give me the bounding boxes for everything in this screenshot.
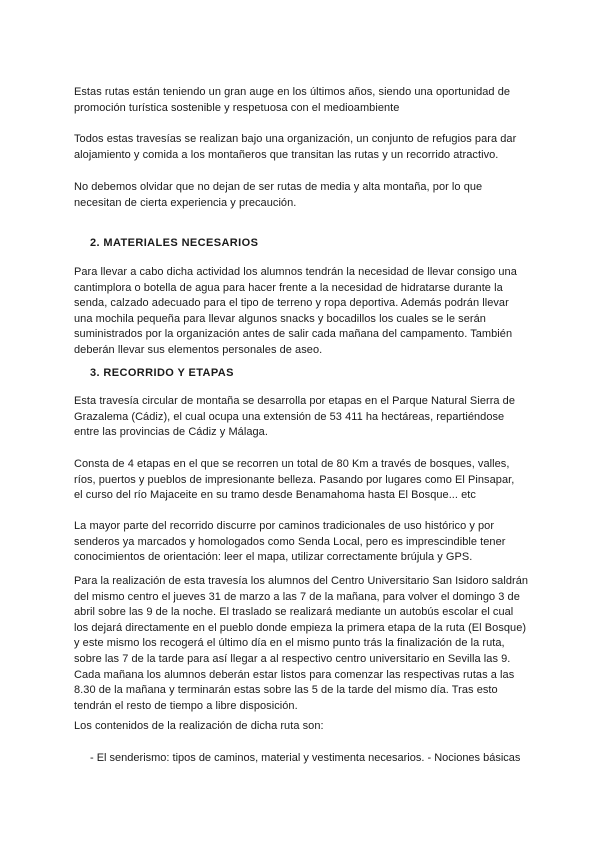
list-item: - El senderismo: tipos de caminos, material y vestimenta necesarios. - Nociones básicas <box>90 752 521 764</box>
paragraph-route-location: Esta travesía circular de montaña se desarrolla por etapas en el Parque Natural Sierra de Grazalema (Cádiz), el cual ocupa una extensión de 53 411 ha hectáreas, repartiéndose entre las provincias de Cádiz y Málaga. <box>74 395 516 439</box>
paragraph-schedule: Para la realización de esta travesía los alumnos del Centro Universitario San Isidoro saldrán del mismo centro el jueves 31 de marzo a las 7 de la mañana, para volver el domingo 3 de abril sobre las 9 de la noche. El traslado se realizará mediante un autobús escolar el cual los dejará directamente en el pueblo donde empieza la primera etapa de la ruta (El Bosque) y este mismo los recogerá el último día en el mismo punto trás la finalización de la ruta, sobre las 7 de la tarde para así llegar a al respectivo centro universitario en Sevilla las 9. Cada mañana los alumnos deberán estar listos para comenzar las respectivas rutas a las 8.30 de la mañana y terminarán estas sobre las 5 de la tarde del mismo día. Tras esto tendrán el resto de tiempo a libre disposición. <box>74 575 529 712</box>
paragraph-materials: Para llevar a cabo dicha actividad los alumnos tendrán la necesidad de llevar consigo una cantimplora o botella de agua para hacer frente a la necesidad de hidratarse durante la senda, calzado adecuado para el tipo de terreno y ropa deportiva. Además podrán llevar una mochila pequeña para llevar algunos snacks y bocadillos los cuales se le serán suministrados por la organización antes de salir cada mañana del campamento. También deberán llevar sus elementos personales de aseo. <box>74 266 517 356</box>
section-heading-materials: 2. MATERIALES NECESARIOS <box>90 237 259 249</box>
paragraph-organization: Todos estas travesías se realizan bajo una organización, un conjunto de refugios para dar alojamiento y comida a los montañeros que transitan las rutas y un recorrido atractivo. <box>74 133 517 161</box>
paragraph-warning: No debemos olvidar que no dejan de ser rutas de media y alta montaña, por lo que necesitan de cierta experiencia y precaución. <box>74 181 483 209</box>
paragraph-stages: Consta de 4 etapas en el que se recorren un total de 80 Km a través de bosques, valles, ríos, puertos y pueblos de impresionante belleza. Pasando por lugares como El Pinsapar, el curso del río Majaceite en su tramo desde Benamahoma hasta El Bosque... etc <box>74 458 515 502</box>
paragraph-contents-intro: Los contenidos de la realización de dicha ruta son: <box>74 720 324 732</box>
paragraph-trails: La mayor parte del recorrido discurre por caminos tradicionales de uso histórico y por senderos ya marcados y homologados como Senda Local, pero es imprescindible tener conocimientos de orientación: leer el mapa, utilizar correctamente brújula y GPS. <box>74 520 506 564</box>
section-heading-route: 3. RECORRIDO Y ETAPAS <box>90 367 234 379</box>
paragraph-intro: Estas rutas están teniendo un gran auge en los últimos años, siendo una oportunidad de promoción turística sostenible y respetuosa con el medioambiente <box>74 86 511 114</box>
